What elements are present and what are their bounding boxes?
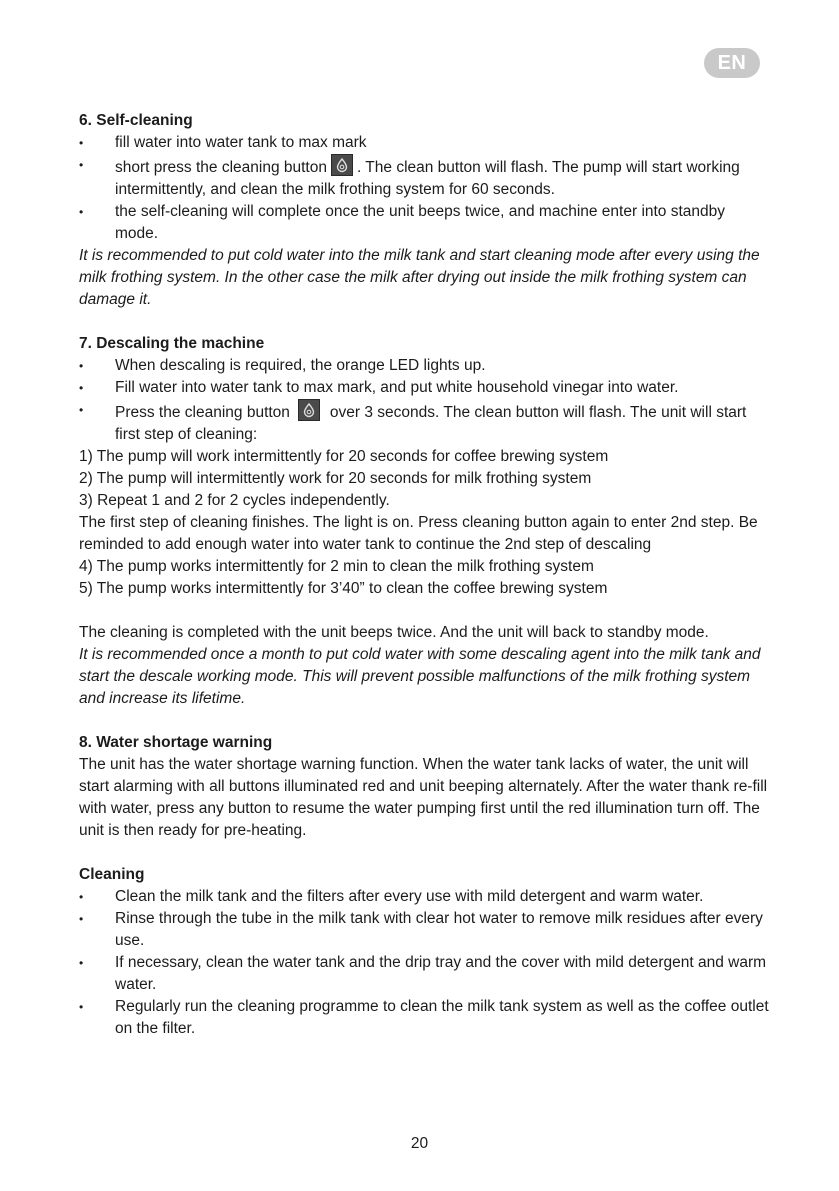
s7-b3-pre: Press the cleaning button (115, 404, 290, 421)
s7-step-1: 1) The pump will work intermittently for 20 seconds for coffee brewing system (79, 448, 609, 465)
manual-content (79, 110, 769, 1040)
cleaning-drop-icon (298, 399, 320, 421)
s7-bullet-1: • When descaling is required, the orange LED lights up. (79, 355, 769, 377)
s6-b2-pre: short press the cleaning button (115, 159, 327, 176)
cleaning-bullet-1: • Clean the milk tank and the filters after every use with mild detergent and warm water. (79, 886, 769, 908)
s6-bullet-3: • the self-cleaning will complete once the unit beeps twice, and machine enter into standby mode. (79, 201, 769, 245)
s6-bullet-1: • fill water into water tank to max mark (79, 132, 769, 154)
cleaning-bullet-2: • Rinse through the tube in the milk tank with clear hot water to remove milk residues after every use. (79, 908, 769, 952)
s7-step-2: 2) The pump will intermittently work for 20 seconds for milk frothing system (79, 470, 592, 487)
s7-paragraph-1: The first step of cleaning finishes. The light is on. Press cleaning button again to enter 2nd step. Be reminded to add enough water into water tank to continue the 2nd step of descaling (79, 514, 758, 553)
cleaning-drop-icon (331, 154, 353, 176)
s8-paragraph: The unit has the water shortage warning function. When the water tank lacks of water, the unit will start alarming with all buttons illuminated red and unit beeping alternately. After the water thank re-fill with water, press any button to resume the water pumping first until the red illumination turn off. The unit is then ready for pre-heating. (79, 756, 768, 839)
s7-step-3: 3) Repeat 1 and 2 for 2 cycles independently. (79, 492, 390, 509)
s7-step-5: 5) The pump works intermittently for 3’40” to clean the coffee brewing system (79, 580, 608, 597)
page-number: 20 (410, 1135, 429, 1152)
s7-bullet-2: • Fill water into water tank to max mark, and put white household vinegar into water. (79, 377, 769, 399)
section-6-title: 6. Self-cleaning (79, 112, 193, 129)
cleaning-bullet-3: • If necessary, clean the water tank and the drip tray and the cover with mild detergent and warm water. (79, 952, 769, 996)
s6-note: It is recommended to put cold water into the milk tank and start cleaning mode after every using the milk frothing system. In the other case the milk after drying out inside the milk frothing system can damage it. (79, 247, 760, 308)
s7-bullet-3 (79, 399, 769, 446)
s6-bullet-2 (79, 154, 769, 201)
section-8-title: 8. Water shortage warning (79, 734, 273, 751)
s7-step-4: 4) The pump works intermittently for 2 min to clean the milk frothing system (79, 558, 594, 575)
cleaning-title: Cleaning (79, 866, 145, 883)
s6-b2-post: . The clean button will flash. The pump will start working intermittently, and clean the milk frothing system for 60 seconds. (115, 159, 740, 198)
cleaning-bullet-4: • Regularly run the cleaning programme to clean the milk tank system as well as the coffee outlet on the filter. (79, 996, 769, 1040)
s7-note: It is recommended once a month to put cold water with some descaling agent into the milk tank and start the descale working mode. This will prevent possible malfunctions of the milk frothing system and increase its lifetime. (79, 646, 761, 707)
s7-paragraph-2: The cleaning is completed with the unit beeps twice. And the unit will back to standby mode. (79, 624, 709, 641)
section-7-title: 7. Descaling the machine (79, 335, 265, 352)
language-badge: EN (704, 48, 760, 78)
s7-b3-post: over 3 seconds. The clean button will flash. The unit will start first step of cleaning: (115, 404, 747, 443)
